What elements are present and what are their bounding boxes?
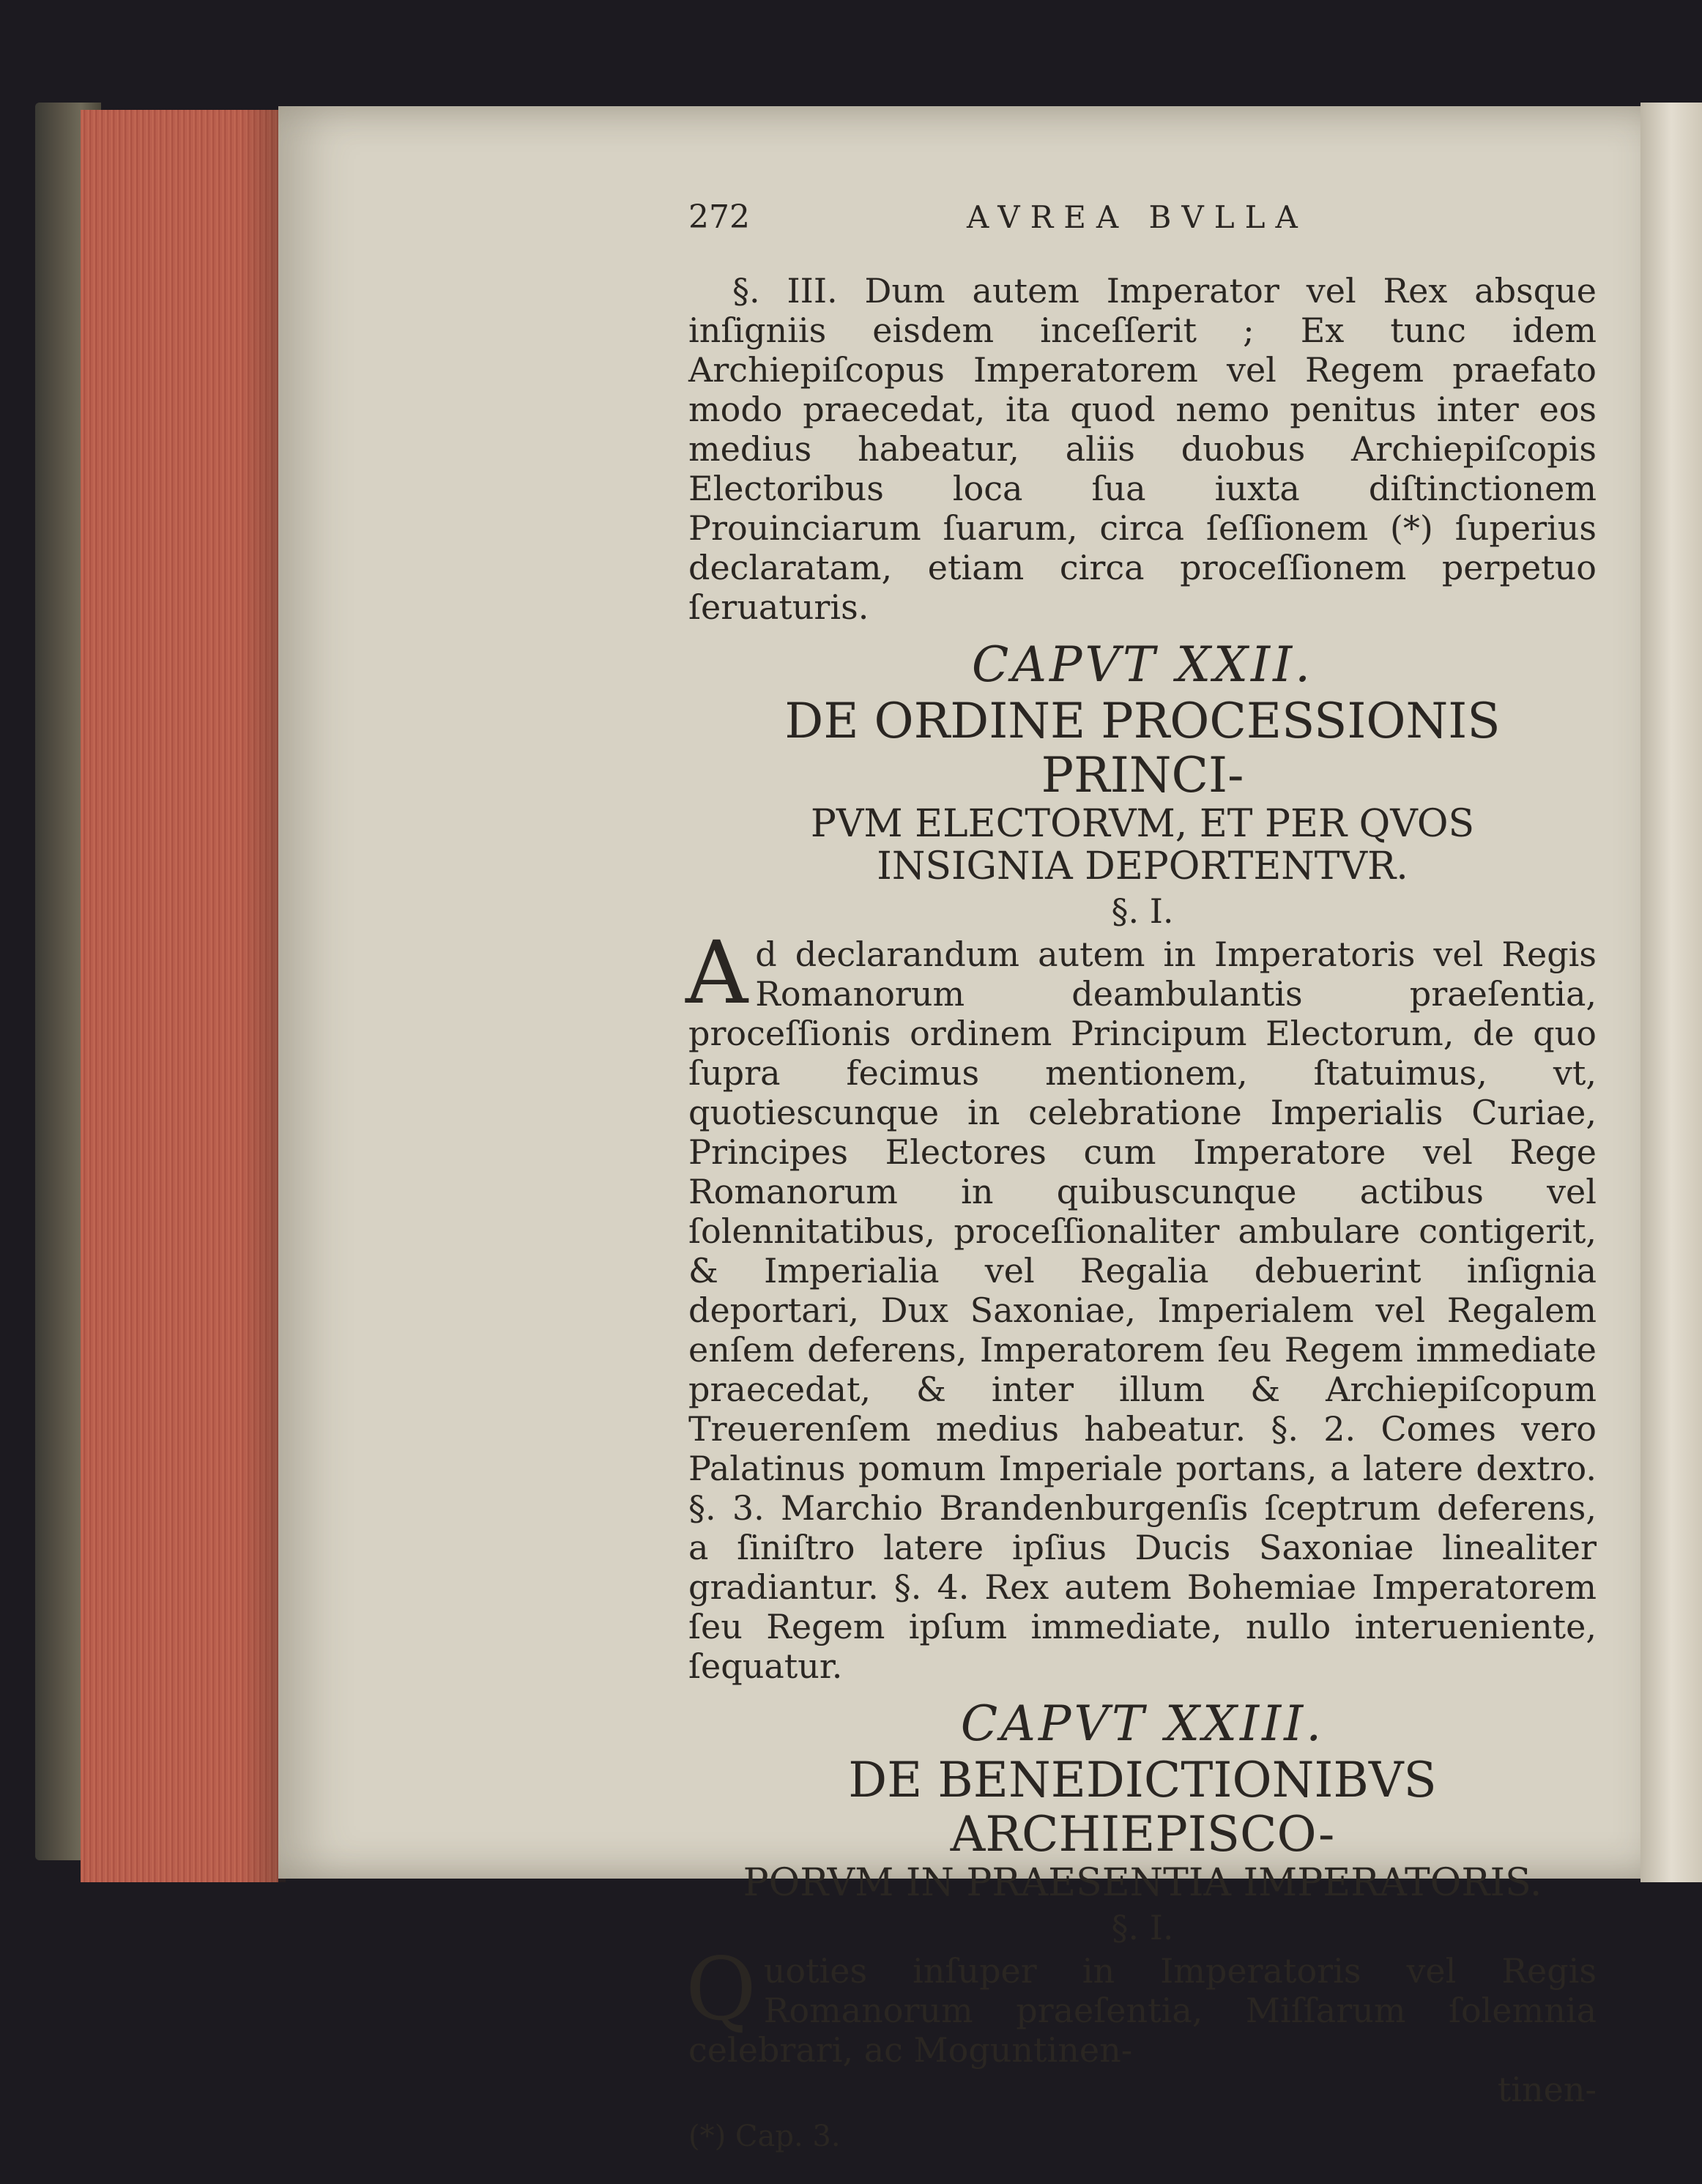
chapter-22-text: d declarandum autem in Imperatoris vel Regis Romanorum deambulantis praeſentia, proceſſionis ordinem Principum Electorum, de quo ſupra fecimus mentionem, ſtatuimus, vt, quotiescunque in celebratione Imperialis Curiae, Principes Electores cum Imperatore vel Rege Romanorum in quibuscunque actibus vel ſolennitatibus, proceſſionaliter ambulare contigerit, & Imperialia vel Regalia debuerint inſignia deportari, Dux Saxoniae, Imperialem vel Regalem enſem deferens, Imperatorem ſeu Regem immediate praecedat, & inter illum & Archiepiſcopum Treuerenſem medius habeatur. §. 2. Comes vero Palatinus pomum Imperiale portans, a latere dextro. §. 3. Marchio Brandenburgenſis ſceptrum deferens, a ſiniſtro latere ipſius Ducis Saxoniae linealiter gradiantur. §. 4. Rex autem Bohemiae Imperatorem ſeu Regem ipſum immediate, nullo interueniente, ſequatur. — [688, 935, 1597, 1686]
page-gutter — [1640, 103, 1702, 1882]
chapter-23-text: uoties inſuper in Imperatoris vel Regis Romanorum praeſentia, Miſſarum ſolemnia celebrari, ac Moguntinen- — [688, 1951, 1597, 2070]
page-text — [685, 198, 1597, 2184]
footnote: (*) Cap. 3. — [688, 2120, 841, 2153]
chapter-23-section-mark: §. I. — [1111, 1908, 1174, 1947]
section-3-paragraph: §. III. Dum autem Imperator vel Rex absque inſigniis eisdem inceſſerit ; Ex tunc idem Archiepiſcopus Imperatorem vel Regem praefato modo praecedat, ita quod nemo penitus inter eos medius habeatur, aliis duobus Archiepiſcopis Electoribus loca ſua iuxta diſtinctionem Prouinciarum ſuarum, circa ſeſſionem (*) ſuperius declaratam, etiam circa proceſſionem perpetuo ſeruaturis. — [688, 271, 1597, 627]
chapter-22-title-line3: INSIGNIA DEPORTENTVR. — [877, 844, 1408, 888]
chapter-23-paragraph — [685, 1939, 1597, 2070]
chapter-23-number: CAPVT XXIII. — [960, 1695, 1325, 1752]
chapter-22-title-line2: PVM ELECTORVM, ET PER QVOS — [810, 802, 1475, 846]
chapter-22-title-line1: DE ORDINE PROCESSIONIS PRINCI- — [784, 693, 1501, 803]
page-number: 272 — [688, 198, 750, 236]
chapter-22-dropcap: A — [685, 922, 748, 1023]
chapter-22-paragraph — [685, 922, 1597, 1686]
chapter-23-dropcap: Q — [685, 1939, 757, 2040]
chapter-23-title-line1: DE BENEDICTIONIBVS ARCHIEPISCO- — [848, 1752, 1437, 1862]
running-head: AVREA BVLLA — [967, 199, 1308, 235]
chapter-22-number: CAPVT XXII. — [971, 636, 1314, 693]
chapter-22-section-mark: §. I. — [1111, 891, 1174, 931]
catchword: tinen- — [1497, 2070, 1597, 2109]
page-header — [688, 198, 1597, 249]
chapter-23-title-line2: PORVM IN PRAESENTIA IMPERATORIS. — [743, 1861, 1542, 1905]
